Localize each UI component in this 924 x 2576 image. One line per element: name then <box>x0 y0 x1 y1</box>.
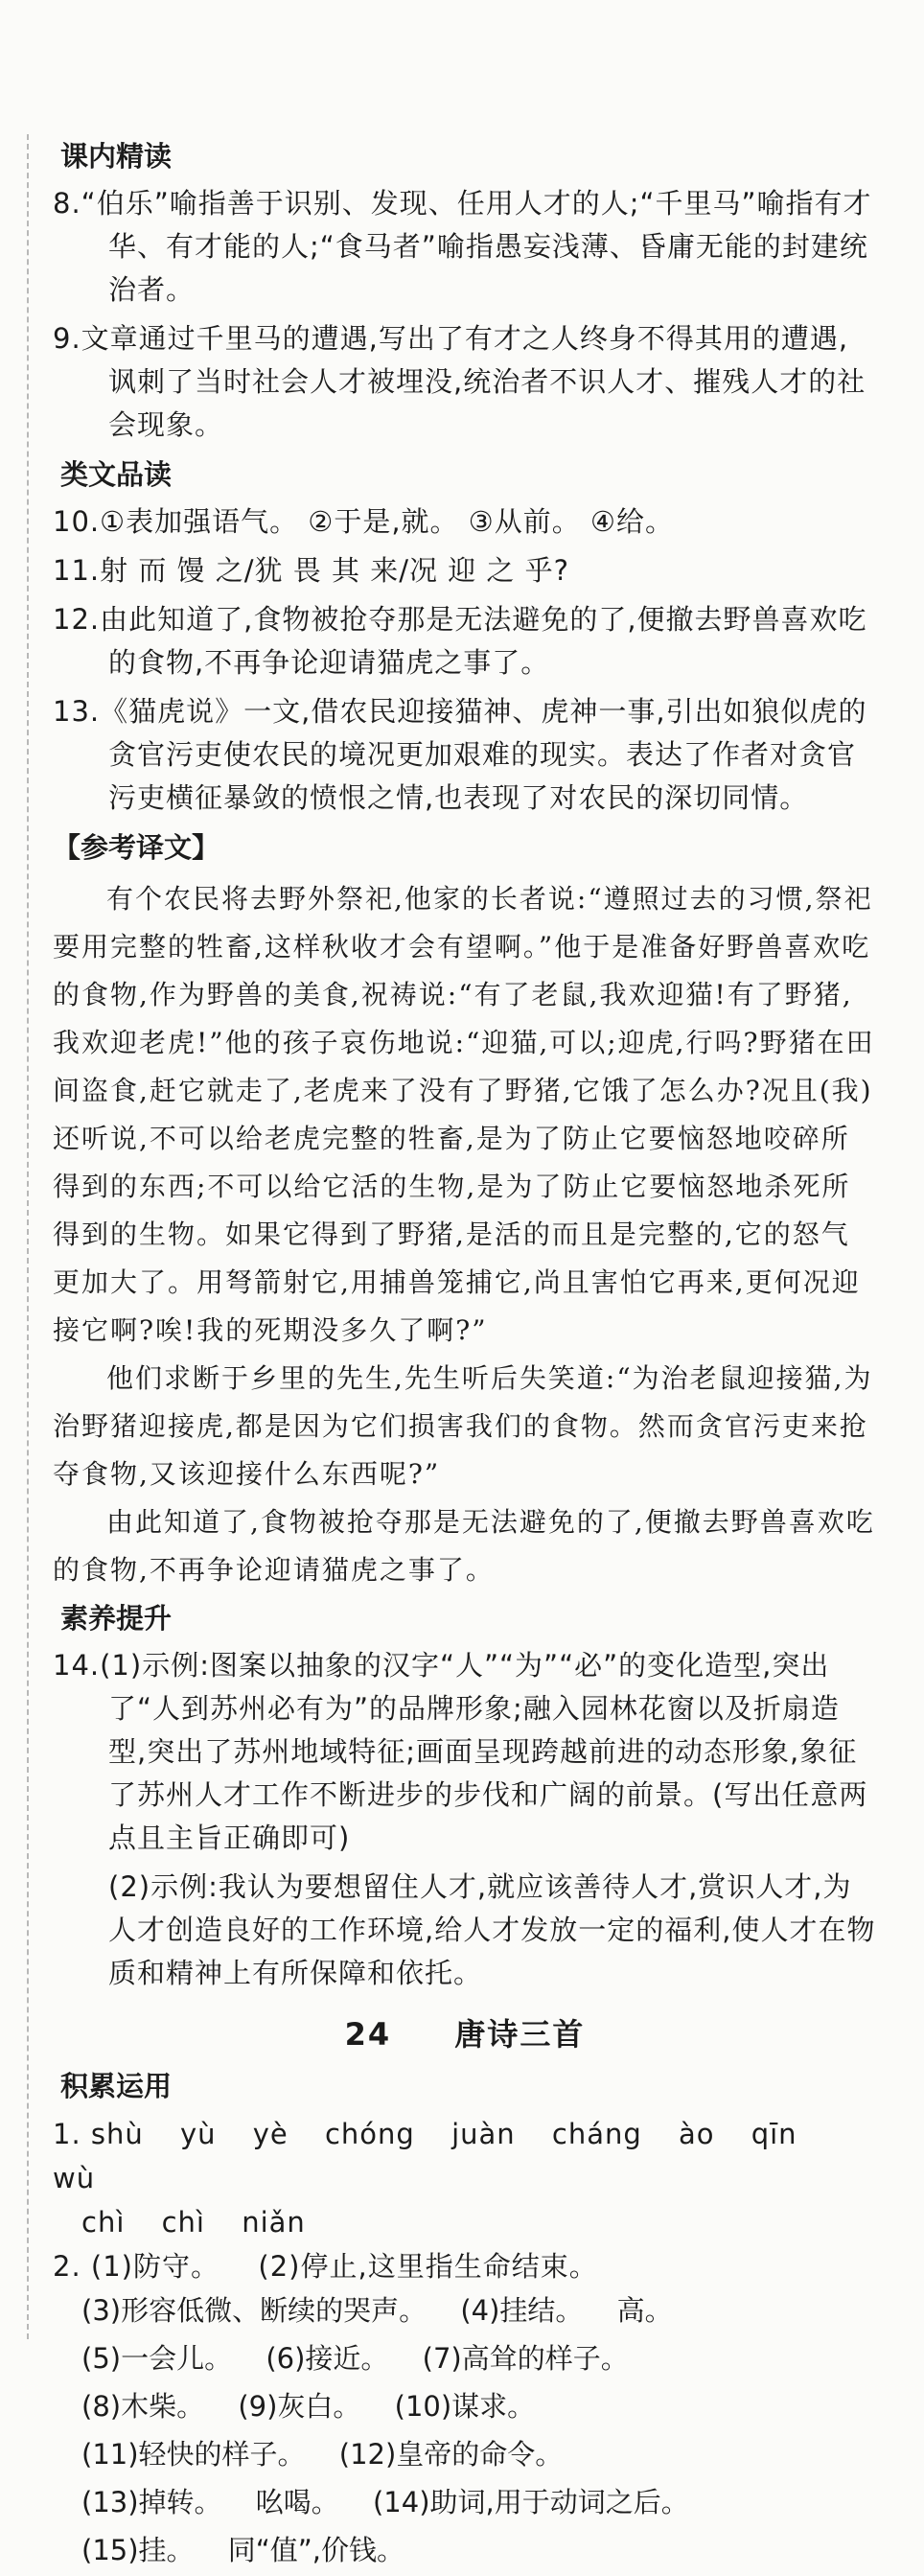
definition: (7)高耸的样子。 <box>422 2342 629 2375</box>
pinyin-answers <box>53 2112 877 2200</box>
pinyin-word: chì <box>81 2206 126 2239</box>
answer-q13: 13.《猫虎说》一文,借农民迎接猫神、虎神一事,引出如狼似虎的贪官污吏使农民的境况更加艰难的现实。表达了作者对贪官污吏横征暴敛的愤恨之情,也表现了对农民的深切同情。 <box>53 695 867 814</box>
definition: (2)停止,这里指生命结束。 <box>258 2250 598 2283</box>
pinyin-word: cháng <box>551 2118 642 2150</box>
pinyin-answers-row2 <box>53 2200 877 2244</box>
answer-q12: 12.由此知道了,食物被抢夺那是无法避免的了,便撤去野兽喜欢吃的食物,不再争论迎请猫虎之事了。 <box>53 603 867 679</box>
definitions-line <box>53 2480 877 2524</box>
pinyin-word: wù <box>53 2162 96 2194</box>
pinyin-word: niǎn <box>242 2206 306 2239</box>
section-heading-accumulation: 积累运用 <box>60 2070 173 2102</box>
definition: (10)谋求。 <box>394 2390 536 2423</box>
answer-q14-part1: 14.(1)示例:图案以抽象的汉字“人”“为”“必”的变化造型,突出了“人到苏州必有为”的品牌形象;融入园林花窗以及折扇造型,突出了苏州地域特征;画面呈现跨越前进的动态形象,象征了苏州人才工作不断进步的步伐和广阔的前景。(写出任意两点且主旨正确即可) <box>53 1649 868 1854</box>
definitions-line <box>53 2432 877 2476</box>
pinyin-word: yù <box>179 2118 217 2150</box>
section-heading-comparative-reading: 类文品读 <box>60 458 173 491</box>
definition: (3)形容低微、断续的哭声。 <box>81 2294 427 2327</box>
translation-paragraph-2: 他们求断于乡里的先生,先生听后失笑道:“为治老鼠迎接猫,为治野猪迎接虎,都是因为它们损害我们的食物。然而贪官污吏来抢夺食物,又该迎接什么东西呢?” <box>53 1362 873 1490</box>
pinyin-word: yè <box>252 2118 289 2150</box>
definition: (5)一会儿。 <box>81 2342 233 2375</box>
definition: (15)挂。 <box>81 2534 195 2566</box>
definitions-line <box>53 2288 877 2332</box>
lesson-number: 24 <box>344 2016 392 2053</box>
definitions-line <box>53 2384 877 2428</box>
definition: 吆喝。 <box>255 2486 339 2518</box>
definition: (4)挂结。 <box>460 2294 584 2327</box>
answer-q9: 9.文章通过千里马的遭遇,写出了有才之人终身不得其用的遭遇,讽刺了当时社会人才被埋没,统治者不识人才、摧残人才的社会现象。 <box>53 322 866 441</box>
definitions-line <box>53 2336 877 2380</box>
definition: (12)皇帝的命令。 <box>338 2438 564 2471</box>
definition: (13)掉转。 <box>81 2486 222 2518</box>
pinyin-word: shù <box>90 2118 144 2150</box>
definition: (9)灰白。 <box>238 2390 361 2423</box>
answer-page <box>53 132 877 2576</box>
binding-margin-line <box>27 134 29 2339</box>
lesson-title <box>53 2010 877 2054</box>
translation-paragraph-3: 由此知道了,食物被抢夺那是无法避免的了,便撤去野兽喜欢吃的食物,不再争论迎请猫虎之事了。 <box>53 1506 875 1586</box>
definitions-label-row <box>53 2244 877 2288</box>
definitions-label: 2. <box>53 2250 81 2283</box>
pinyin-word: chóng <box>324 2118 415 2150</box>
definition: (6)接近。 <box>266 2342 389 2375</box>
translation-title: 【参考译文】 <box>53 831 220 864</box>
pinyin-word: qīn <box>751 2118 797 2150</box>
answer-q11: 11.射 而 馒 之/犹 畏 其 来/况 迎 之 乎? <box>53 554 570 587</box>
answer-q14-part2: (2)示例:我认为要想留住人才,就应该善待人才,赏识人才,为人才创造良好的工作环境,给人才发放一定的福利,使人才在物质和精神上有所保障和依托。 <box>108 1870 876 1989</box>
reference-translation <box>53 825 877 1594</box>
answer-q10: 10.①表加强语气。 ②于是,就。 ③从前。 ④给。 <box>53 505 674 538</box>
definition: (1)防守。 <box>90 2250 219 2283</box>
section-heading-intensive-reading: 课内精读 <box>60 140 173 173</box>
definition: 同“值”,价钱。 <box>227 2534 405 2566</box>
pinyin-label: 1. <box>53 2118 81 2150</box>
definition: (8)木柴。 <box>81 2390 205 2423</box>
definition: (14)助词,用于动词之后。 <box>372 2486 689 2518</box>
translation-paragraph-1: 有个农民将去野外祭祀,他家的长者说:“遵照过去的习惯,祭祀要用完整的牲畜,这样秋收才会有望啊。”他于是准备好野兽喜欢吃的食物,作为野兽的美食,祝祷说:“有了老鼠,我欢迎猫!有了野猪,我欢迎老虎!”他的孩子哀伤地说:“迎猫,可以;迎虎,行吗?野猪在田间盗食,赶它就走了,老虎来了没有了野猪,它饿了怎么办?况且(我)还听说,不可以给老虎完整的牲畜,是为了防止它要恼怒地咬碎所得到的东西;不可以给它活的生物,是为了防止它要恼怒地杀死所得到的生物。如果它得到了野猪,是活的而且是完整的,它的怒气更加大了。用弩箭射它,用捕兽笼捕它,尚且害怕它再来,更何况迎接它啊?唉!我的死期没多久了啊?” <box>53 883 875 1346</box>
definition: (11)轻快的样子。 <box>81 2438 306 2471</box>
pinyin-word: chì <box>161 2206 205 2239</box>
answer-q8: 8.“伯乐”喻指善于识别、发现、任用人才的人;“千里马”喻指有才华、有才能的人;“食马者”喻指愚妄浅薄、昏庸无能的封建统治者。 <box>53 187 872 306</box>
lesson-name: 唐诗三首 <box>454 2016 586 2053</box>
section-heading-literacy: 素养提升 <box>60 1602 173 1635</box>
definition: 高。 <box>616 2294 673 2327</box>
pinyin-word: ào <box>678 2118 715 2150</box>
pinyin-word: juàn <box>451 2118 516 2150</box>
definitions-line <box>53 2528 877 2572</box>
